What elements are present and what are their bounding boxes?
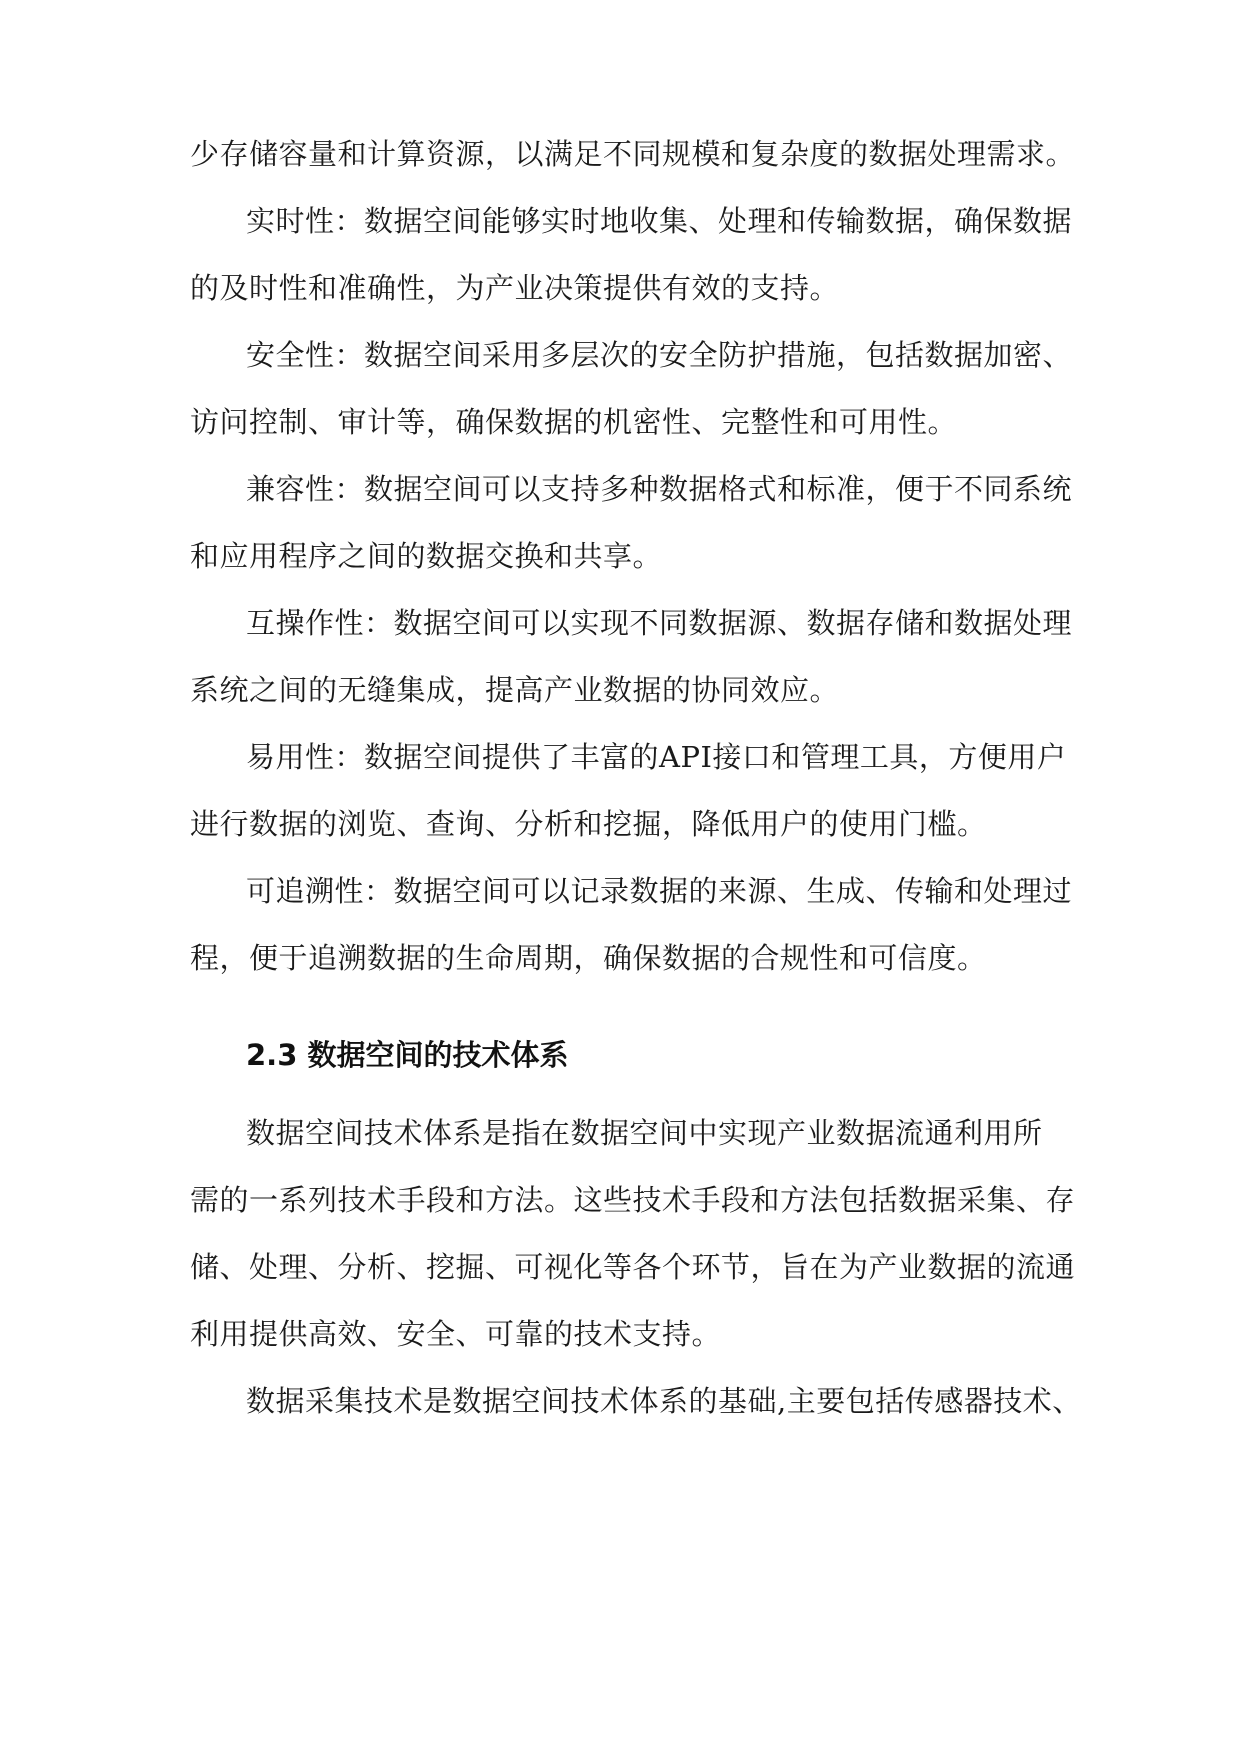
paragraph-line: 可追溯性：数据空间可以记录数据的来源、生成、传输和处理过: [246, 874, 1073, 908]
paragraph-line: 少存储容量和计算资源，以满足不同规模和复杂度的数据处理需求。: [190, 137, 1076, 171]
paragraph-line: 数据采集技术是数据空间技术体系的基础,主要包括传感器技术、: [246, 1384, 1082, 1418]
paragraph-line: 易用性：数据空间提供了丰富的API接口和管理工具，方便用户: [246, 740, 1067, 774]
paragraph-line: 兼容性：数据空间可以支持多种数据格式和标准，便于不同系统: [246, 472, 1073, 506]
paragraph-line: 实时性：数据空间能够实时地收集、处理和传输数据，确保数据: [246, 204, 1073, 238]
paragraph-line: 安全性：数据空间采用多层次的安全防护措施，包括数据加密、: [246, 338, 1073, 372]
paragraph-line: 需的一系列技术手段和方法。这些技术手段和方法包括数据采集、存: [190, 1183, 1076, 1217]
section-heading: 2.3 数据空间的技术体系: [246, 1038, 569, 1072]
paragraph-line: 进行数据的浏览、查询、分析和挖掘，降低用户的使用门槛。: [190, 807, 987, 841]
paragraph-line: 访问控制、审计等，确保数据的机密性、完整性和可用性。: [190, 405, 958, 439]
paragraph-line: 系统之间的无缝集成，提高产业数据的协同效应。: [190, 673, 840, 707]
paragraph-line: 的及时性和准确性，为产业决策提供有效的支持。: [190, 271, 840, 305]
paragraph-line: 程，便于追溯数据的生命周期，确保数据的合规性和可信度。: [190, 941, 987, 975]
paragraph-line: 和应用程序之间的数据交换和共享。: [190, 539, 663, 573]
paragraph-line: 数据空间技术体系是指在数据空间中实现产业数据流通利用所: [246, 1116, 1043, 1150]
paragraph-line: 利用提供高效、安全、可靠的技术支持。: [190, 1317, 722, 1351]
paragraph-line: 储、处理、分析、挖掘、可视化等各个环节，旨在为产业数据的流通: [190, 1250, 1076, 1284]
paragraph-line: 互操作性：数据空间可以实现不同数据源、数据存储和数据处理: [246, 606, 1073, 640]
